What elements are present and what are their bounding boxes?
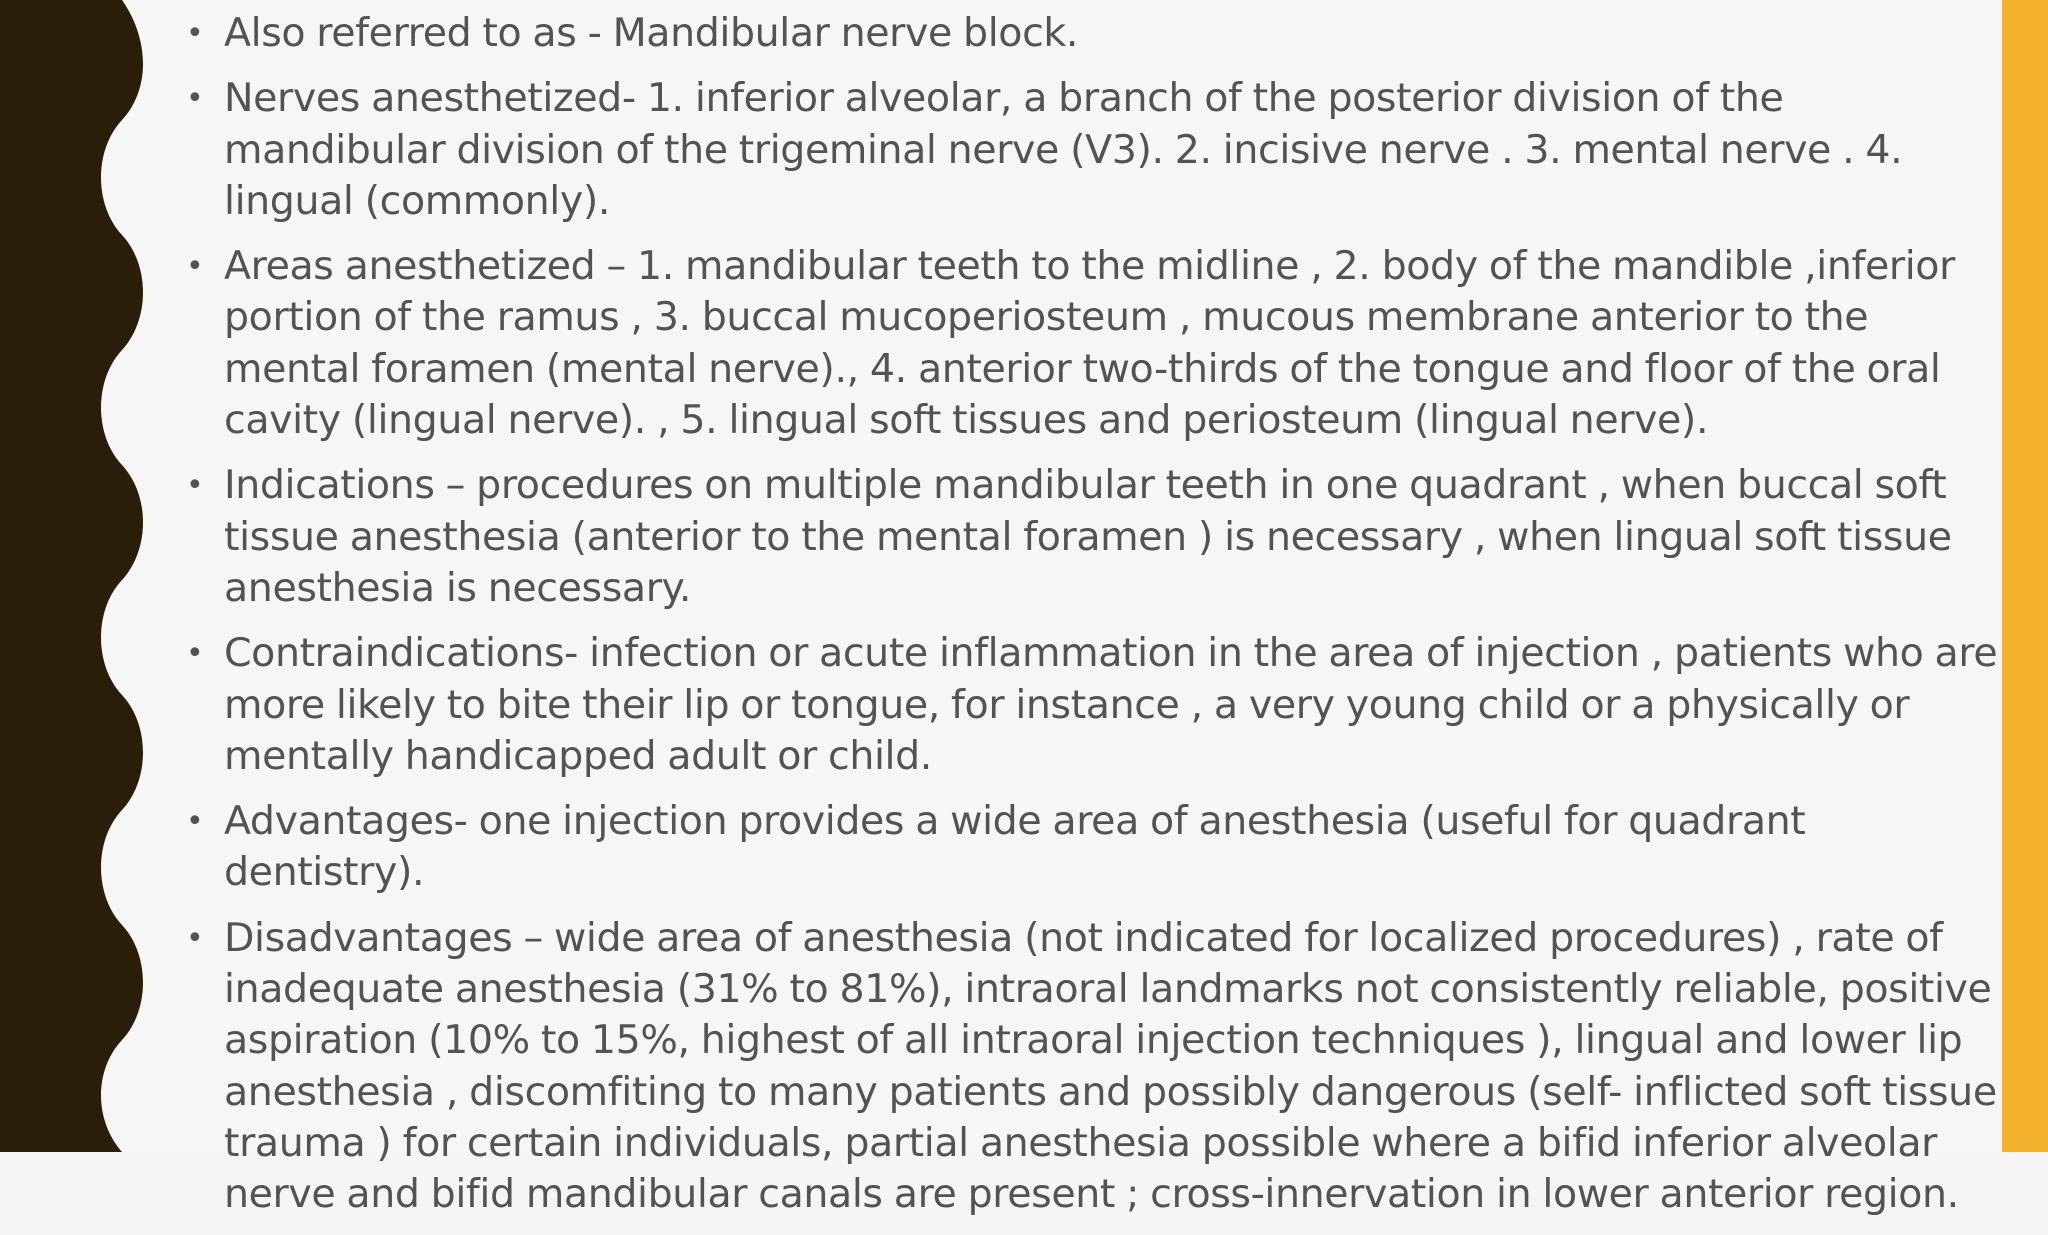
bullet-text: Advantages- one injection provides a wide area of anesthesia (useful for quadrant dentistry). xyxy=(224,798,1806,896)
bullet-item xyxy=(180,628,2005,782)
bullet-text: Disadvantages – wide area of anesthesia (not indicated for localized procedures) , rate of inadequate anesthesia (31% to 81%), intraoral landmarks not consistently reliable, positive aspiration (10% to 15%, highest of all intraoral injection techniques ), lingual and lower lip anesthesia , discomfiting to many patients and possibly dangerous (self- inflicted soft tissue trauma ) for certain individuals, partial anesthesia possible where a bifid inferior alveolar nerve and bifid mandibular canals are present ; cross-innervation in lower anterior region. xyxy=(224,914,1997,1218)
bullet-item xyxy=(180,8,2005,59)
bullet-icon: • xyxy=(186,804,204,840)
bullet-icon: • xyxy=(186,81,204,117)
bullet-text: Nerves anesthetized- 1. inferior alveolar, a branch of the posterior division of the mandibular division of the trigeminal nerve (V3). 2. incisive nerve . 3. mental nerve . 4. lingual (commonly). xyxy=(224,75,1903,224)
bullet-icon: • xyxy=(186,920,204,956)
slide-content xyxy=(180,8,2005,1235)
bullet-item xyxy=(180,913,2005,1221)
left-wave-shape xyxy=(0,0,143,1152)
bullet-text: Contraindications- infection or acute inflammation in the area of injection , patients who are more likely to bite their lip or tongue, for instance , a very young child or a physically or mentally handicapped adult or child. xyxy=(224,630,1998,779)
bullet-item xyxy=(180,241,2005,446)
bullet-icon: • xyxy=(186,468,204,504)
left-wave-decoration xyxy=(0,0,160,1152)
bullet-list xyxy=(180,8,2005,1221)
bullet-item xyxy=(180,796,2005,899)
bullet-text: Also referred to as - Mandibular nerve block. xyxy=(224,10,1079,56)
bullet-item xyxy=(180,460,2005,614)
bullet-text: Indications – procedures on multiple mandibular teeth in one quadrant , when buccal soft tissue anesthesia (anterior to the mental foramen ) is necessary , when lingual soft tissue anesthesia is necessary. xyxy=(224,462,1952,611)
bullet-text: Areas anesthetized – 1. mandibular teeth to the midline , 2. body of the mandible ,inferior portion of the ramus , 3. buccal mucoperiosteum , mucous membrane anterior to the mental foramen (mental nerve)., 4. anterior two-thirds of the tongue and floor of the oral cavity (lingual nerve). , 5. lingual soft tissues and periosteum (lingual nerve). xyxy=(224,243,1955,444)
bullet-icon: • xyxy=(186,636,204,672)
bullet-item xyxy=(180,73,2005,227)
right-accent-bar xyxy=(2002,0,2048,1152)
bullet-icon: • xyxy=(186,249,204,285)
bullet-icon: • xyxy=(186,16,204,51)
